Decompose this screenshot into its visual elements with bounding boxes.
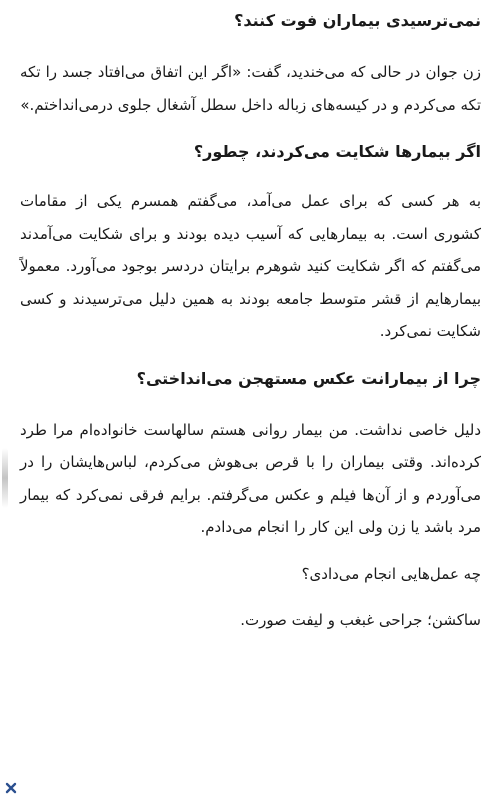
section-paragraph: دلیل خاصی نداشت. من بیمار روانی هستم سالهاست خانواده‌ام مرا طرد کرده‌اند. وقتی بیماران را با قرص بی‌هوش می‌کردم، لباس‌هایشان را در می‌آوردم و از آن‌ها فیلم و عکس می‌گرفتم. برایم فرقی نمی‌کرد که بیمار مرد باشد یا زن ولی این کار را انجام می‌دادم. xyxy=(20,420,481,536)
close-button[interactable] xyxy=(3,780,19,796)
section-paragraph: زن جوان در حالی که می‌خندید، گفت: «اگر این اتفاق می‌افتاد جسد را تکه تکه می‌کردم و در کیسه‌های زباله داخل سطل آشغال جلوی درمی‌انداختم.» xyxy=(20,63,481,114)
question-text: چه عمل‌هایی انجام می‌دادی؟ xyxy=(301,564,481,583)
section-heading: چرا از بیمارانت عکس مستهجن می‌انداختی؟ xyxy=(136,368,481,388)
scroll-shadow xyxy=(2,448,8,508)
section-paragraph: به هر کسی که برای عمل می‌آمد، می‌گفتم همسرم یکی از مقامات کشوری است. به بیمارهایی که آسیب دیده بودند و برای شکایت می‌آمدند می‌گفتم که اگر شکایت کنید شوهرم برایتان دردسر بوجود می‌آورد. معمولاً بیمارهایم از قشر متوسط جامعه بودند به همین دلیل می‌ترسیدند و کسی شکایت نمی‌کرد. xyxy=(20,192,481,340)
section-heading: نمی‌ترسیدی بیماران فوت کنند؟ xyxy=(234,11,481,30)
answer-text: ساکشن؛ جراحی غبغب و لیفت صورت. xyxy=(240,611,481,629)
section-heading: اگر بیمارها شکایت می‌کردند، چطور؟ xyxy=(193,142,481,161)
close-icon xyxy=(5,782,17,794)
